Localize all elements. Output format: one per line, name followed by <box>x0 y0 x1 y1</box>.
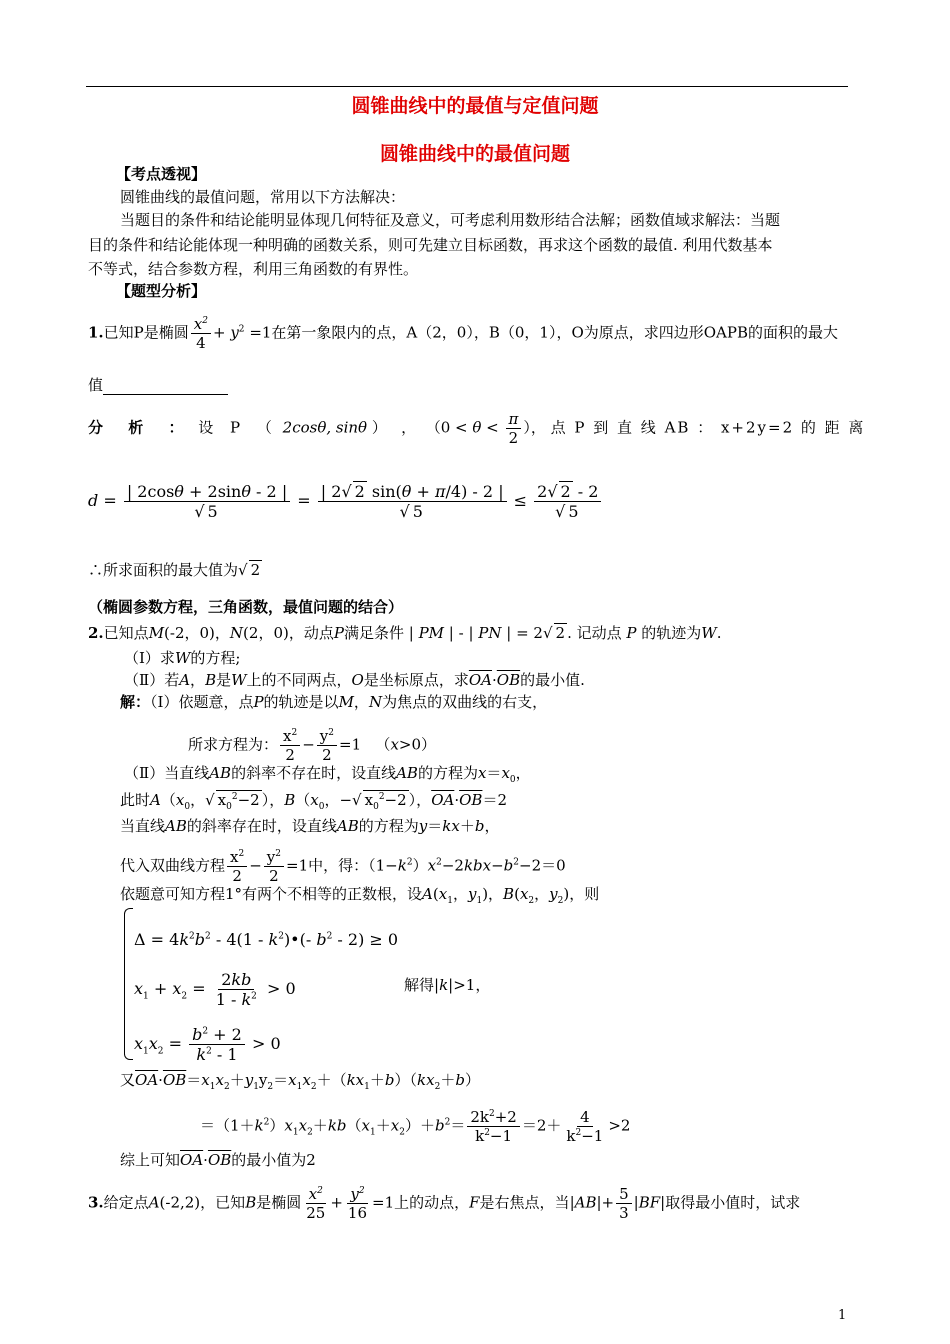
q2-dot-product: 又$\overline{OA}\cdot\overline{OB}=x_1x_2+y_1y_2=x_1x_2+(kx_1+b)(kx_2+b)$ <box>120 1071 480 1092</box>
kaodian-p2b: 目的条件和结论能体现一种明确的函数关系，则可先建立目标函数，再求这个函数的最值. 利用代数基本 <box>88 236 773 254</box>
system-line-3: $x_1x_2$ = $\frac{b^2 + 2}{k^2 - 1}$ > 0 <box>134 1025 281 1065</box>
fraction: $\frac{2k^2+2}{k^2-1}$ <box>467 1108 520 1145</box>
q1-analysis: 分 析 ： 设 P （ 2cosθ, sinθ ） ， （0 < θ < $\frac{\pi}{2}$ ）， 点 P 到 直 线 AB ： x+2y=2 的 距 离 <box>88 410 866 447</box>
fraction: $\frac{x^2}{4}$ <box>191 315 211 352</box>
answer-blank <box>103 380 228 395</box>
fraction: $\frac{b^2 + 2}{k^2 - 1}$ <box>189 1025 245 1064</box>
fraction: $\frac{2√ 2 - 2}{√ 5}$ <box>534 482 601 521</box>
q2-equation: 所求方程为： $\frac{x^2}{2}$ − $\frac{y^2}{2}$ =1 （x>0） <box>188 727 437 764</box>
solve-k: 解得|k|>1， <box>404 976 491 994</box>
q1-number: 1. <box>88 323 104 342</box>
kaodian-p2c: 不等式，结合参数方程，利用三角函数的有界性。 <box>88 260 419 278</box>
fraction: $\frac{x^2}{2}$ <box>280 727 300 764</box>
q2-sol4: 当直线AB的斜率存在时，设直线AB的方程为y＝kx＋b， <box>120 817 500 835</box>
q2-part1: （Ⅰ）求W的方程; <box>124 649 241 667</box>
kaodian-heading: 【考点透视】 <box>116 165 207 183</box>
q1-stem: 1.已知P是椭圆 $\frac{x^2}{4}$ + $y^2 =1$在第一象限内的点，A（2，0），B（0，1），O为原点，求四边形OAPB的面积的最大 <box>88 315 838 352</box>
fraction: $\frac{x^2}{25}$ <box>306 1185 326 1222</box>
system-line-1: $\Delta = 4k^2b^2 - 4(1$ - $k^2)•(-$ $b^2 - 2) \ge 0$ <box>134 930 399 949</box>
fraction: $\frac{5}{3}$ <box>616 1185 632 1222</box>
q1-conclusion: ∴所求面积的最大值为√ 2 <box>88 561 261 579</box>
q1-distance-formula: d = $\frac{| 2\cos\theta + 2\sin\theta - 2 |}{√ 5}$ = $\frac{| 2√ 2 \sin(\theta + \pi/4) - 2 |}{√ 5}$ ≤ $\frac{2√ 2 - 2}{√ 5}$ <box>88 482 603 521</box>
q2-stem: 2.已知点M(-2，0)，N(2，0)，动点P满足条件 | PM | - | PN | = 2√ 2 . 记动点 P 的轨迹为W. <box>88 624 722 642</box>
page-number: 1 <box>838 1308 847 1323</box>
q2-sol3: 此时$A(x_0$，√ $x_0^2-2$ ），$B(x_0$，−√ $x_0^2-2$ ），$\overline{OA}\cdot\overline{OB}=2$ <box>120 791 507 812</box>
q1-note: （椭圆参数方程，三角函数，最值问题的结合） <box>88 598 404 616</box>
fraction: $\frac{| 2\cos\theta + 2\sin\theta - 2 |}{√ 5}$ <box>124 482 290 521</box>
fraction: $\frac{4}{k^2-1}$ <box>566 1108 604 1145</box>
fraction: $\frac{y^2}{16}$ <box>347 1185 367 1222</box>
q2-part2: （Ⅱ）若A，B是W上的不同两点，O是坐标原点，求$\overline{OA}\cdot\overline{OB}$的最小值. <box>124 671 585 689</box>
system-line-2: $x_1 + x_2$ = $\frac{2kb}{1 - k^2}$ > 0 <box>134 970 296 1010</box>
q3-stem: 3.给定点A(-2,2)，已知B是椭圆 $\frac{x^2}{25}$ + $\frac{y^2}{16}$ =1上的动点，F是右焦点，当|AB|+ $\frac{5}{3}$ |BF|取得最小值时，试求 <box>88 1185 801 1222</box>
sub-title: 圆锥曲线中的最值问题 <box>379 143 570 165</box>
tixing-heading: 【题型分析】 <box>116 282 207 300</box>
q2-sol1: 解：（Ⅰ）依题意，点P的轨迹是以M，N为焦点的双曲线的右支， <box>120 693 548 711</box>
q2-sol5: 代入双曲线方程 $\frac{x^2}{2}$ − $\frac{y^2}{2}$ =1中，得：$(1-k^2)x^2-2kbx-b^2-2=0$ <box>120 848 566 885</box>
fraction: $\frac{y^2}{2}$ <box>317 727 337 764</box>
q1-answer-blank: 值 <box>88 375 228 395</box>
main-title: 圆锥曲线中的最值与定值问题 <box>351 95 599 117</box>
q2-sol6: 依题意可知方程1°有两个不相等的正数根，设$A(x_1$，$y_1$)，$B(x_2$，$y_2$)，则 <box>120 885 600 906</box>
fraction: $\frac{2kb}{1 - k^2}$ <box>215 970 257 1010</box>
fraction: $\frac{| 2√ 2 \sin(\theta + \pi/4) - 2 |}{√ 5}$ <box>318 482 507 521</box>
q2-final: 综上可知$\overline{OA}\cdot\overline{OB}$的最小值为2 <box>120 1151 316 1169</box>
fraction: $\frac{y^2}{2}$ <box>264 848 284 885</box>
q2-dot-product-2: $=(1+k^2)x_1x_2+kb(x_1+x_2)+b^2=$ $\frac{2k^2+2}{k^2-1}$ ＝2＋ $\frac{4}{k^2-1}$ >2 <box>200 1108 631 1145</box>
header-rule <box>86 86 848 87</box>
kaodian-p2a: 当题目的条件和结论能明显体现几何特征及意义，可考虑利用数形结合法解；函数值域求解法：当题 <box>120 211 781 229</box>
q2-sol2: （Ⅱ）当直线AB的斜率不存在时，设直线AB的方程为$x=x_0$， <box>124 764 531 785</box>
fraction: $\frac{\pi}{2}$ <box>506 410 522 447</box>
fraction: $\frac{x^2}{2}$ <box>227 848 247 885</box>
kaodian-p1: 圆锥曲线的最值问题，常用以下方法解决： <box>120 188 406 206</box>
system-brace <box>124 908 133 1060</box>
